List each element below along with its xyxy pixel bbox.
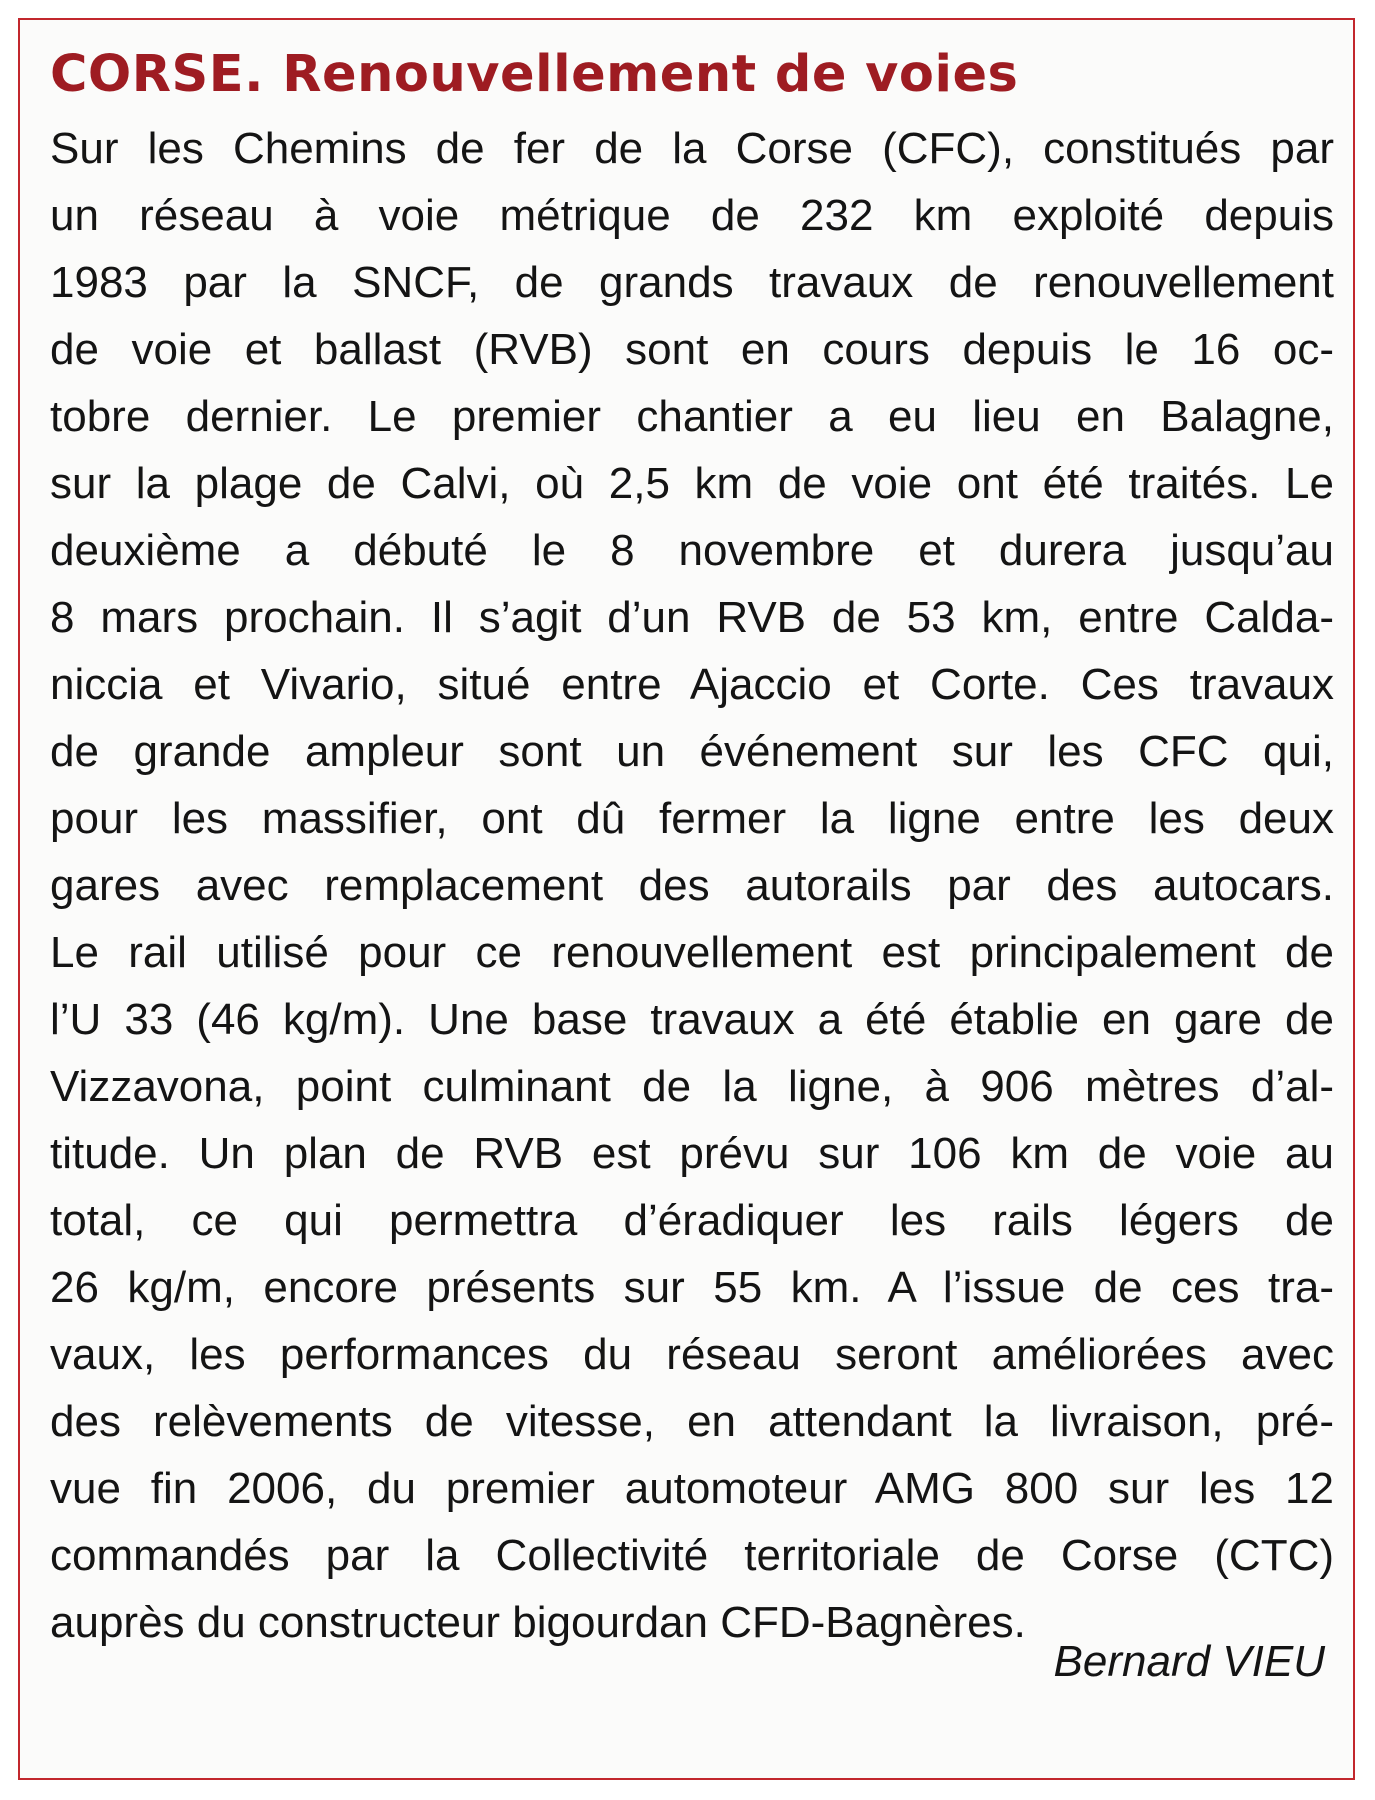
article-line: 1983 par la SNCF, de grands travaux de renouvellement <box>50 258 1334 307</box>
author-signature: Bernard VIEU <box>1053 1637 1325 1686</box>
article-line: total, ce qui permettra d’éradiquer les rails légers de <box>50 1196 1334 1245</box>
article-line: Le rail utilisé pour ce renouvellement est principalement de <box>50 928 1334 977</box>
article-line: tobre dernier. Le premier chantier a eu lieu en Balagne, <box>50 392 1334 441</box>
article-line: 26 kg/m, encore présents sur 55 km. A l’issue de ces tra- <box>50 1263 1334 1312</box>
article-line: Sur les Chemins de fer de la Corse (CFC), constitués par <box>50 124 1334 173</box>
article-line: gares avec remplacement des autorails par des autocars. <box>50 861 1334 910</box>
article-line: de voie et ballast (RVB) sont en cours depuis le 16 oc- <box>50 325 1334 374</box>
article-line: vue fin 2006, du premier automoteur AMG 800 sur les 12 <box>50 1464 1334 1513</box>
article-line: l’U 33 (46 kg/m). Une base travaux a été établie en gare de <box>50 995 1334 1044</box>
article-line: un réseau à voie métrique de 232 km exploité depuis <box>50 191 1334 240</box>
article-line: des relèvements de vitesse, en attendant la livraison, pré- <box>50 1397 1334 1446</box>
article-line: niccia et Vivario, situé entre Ajaccio et Corte. Ces travaux <box>50 660 1334 709</box>
article-line: de grande ampleur sont un événement sur les CFC qui, <box>50 727 1334 776</box>
article-body <box>50 115 1334 1656</box>
article-line: vaux, les performances du réseau seront améliorées avec <box>50 1330 1334 1379</box>
article-line-last: auprès du constructeur bigourdan CFD-Bagnères. <box>50 1598 1026 1647</box>
article-line: Vizzavona, point culminant de la ligne, à 906 mètres d’al- <box>50 1062 1334 1111</box>
article-line: titude. Un plan de RVB est prévu sur 106 km de voie au <box>50 1129 1334 1178</box>
article-line: pour les massifier, ont dû fermer la ligne entre les deux <box>50 794 1334 843</box>
article-box <box>18 18 1355 1780</box>
article-line: 8 mars prochain. Il s’agit d’un RVB de 53 km, entre Calda- <box>50 593 1334 642</box>
article-line: commandés par la Collectivité territoriale de Corse (CTC) <box>50 1531 1334 1580</box>
article-line: deuxième a débuté le 8 novembre et durera jusqu’au <box>50 526 1334 575</box>
article-title: CORSE. Renouvellement de voies <box>50 45 1019 104</box>
article-line: sur la plage de Calvi, où 2,5 km de voie ont été traités. Le <box>50 459 1334 508</box>
